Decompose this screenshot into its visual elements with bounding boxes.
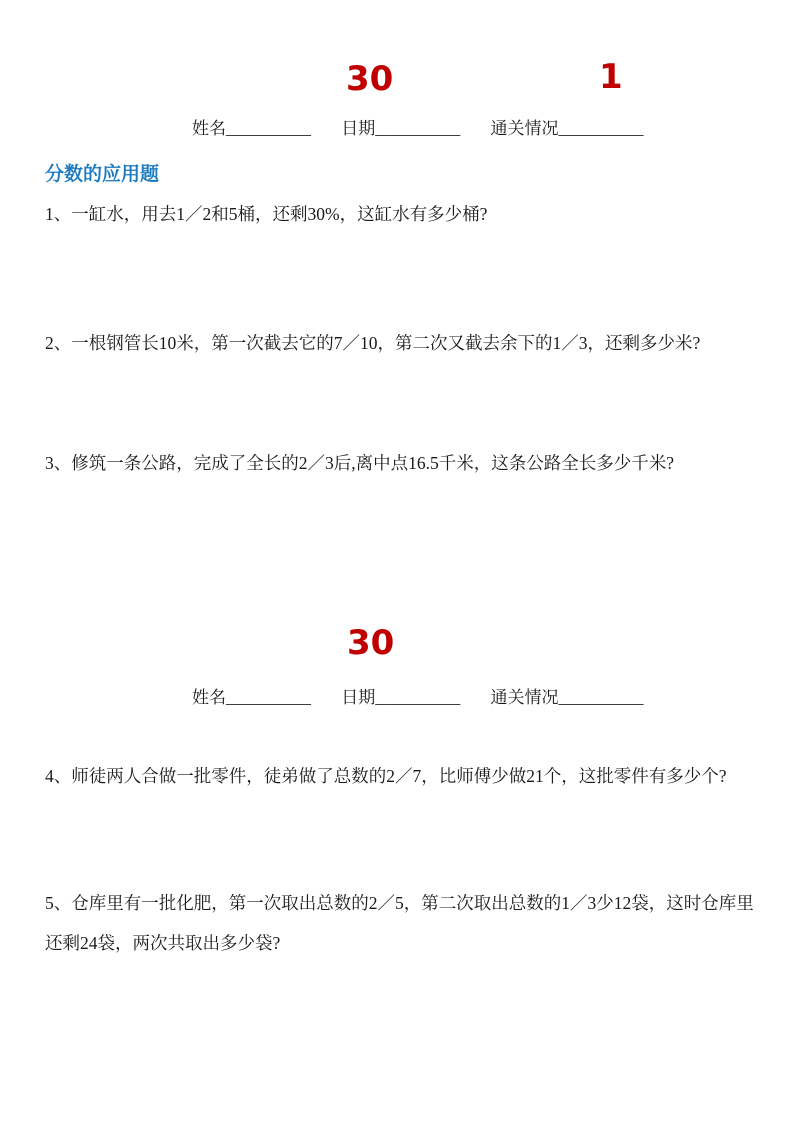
page-number: 1 <box>599 57 623 97</box>
date-label: 日期 <box>341 119 376 138</box>
meta-row-middle <box>192 686 644 710</box>
pass-status-label: 通关情况 <box>490 119 559 138</box>
date-field <box>341 686 460 710</box>
question-2: 2、一根钢管长10米，第一次截去它的7／10，第二次又截去余下的1／3，还剩多少米? <box>45 333 701 353</box>
date-blank-line: __________ <box>375 119 461 138</box>
name-label: 姓名 <box>192 119 226 138</box>
meta-row-top <box>192 117 644 141</box>
name-blank-line: __________ <box>226 119 311 138</box>
date-label: 日期 <box>341 688 376 707</box>
question-5: 5、仓库里有一批化肥，第一次取出总数的2／5，第二次取出总数的1／3少12袋，这时仓库里还剩24袋，两次共取出多少袋? <box>45 893 754 953</box>
name-field <box>192 117 311 141</box>
name-label: 姓名 <box>192 688 226 707</box>
score-value-top: 30 <box>346 59 394 99</box>
question-4: 4、师徒两人合做一批零件，徒弟做了总数的2／7，比师傅少做21个，这批零件有多少个? <box>45 766 727 786</box>
name-field <box>192 686 311 710</box>
pass-status-label: 通关情况 <box>490 688 559 707</box>
date-blank-line: __________ <box>375 688 461 707</box>
date-field <box>341 117 460 141</box>
question-3: 3、修筑一条公路，完成了全长的2／3后,离中点16.5千米，这条公路全长多少千米? <box>45 453 675 473</box>
pass-status-blank-line: __________ <box>558 119 644 138</box>
question-1: 1、一缸水，用去1／2和5桶，还剩30%，这缸水有多少桶? <box>45 204 488 224</box>
section-title: 分数的应用题 <box>45 164 160 185</box>
name-blank-line: __________ <box>226 688 311 707</box>
score-value-middle: 30 <box>347 623 395 663</box>
pass-status-blank-line: __________ <box>558 688 644 707</box>
pass-status-field <box>491 117 644 141</box>
pass-status-field <box>491 686 644 710</box>
